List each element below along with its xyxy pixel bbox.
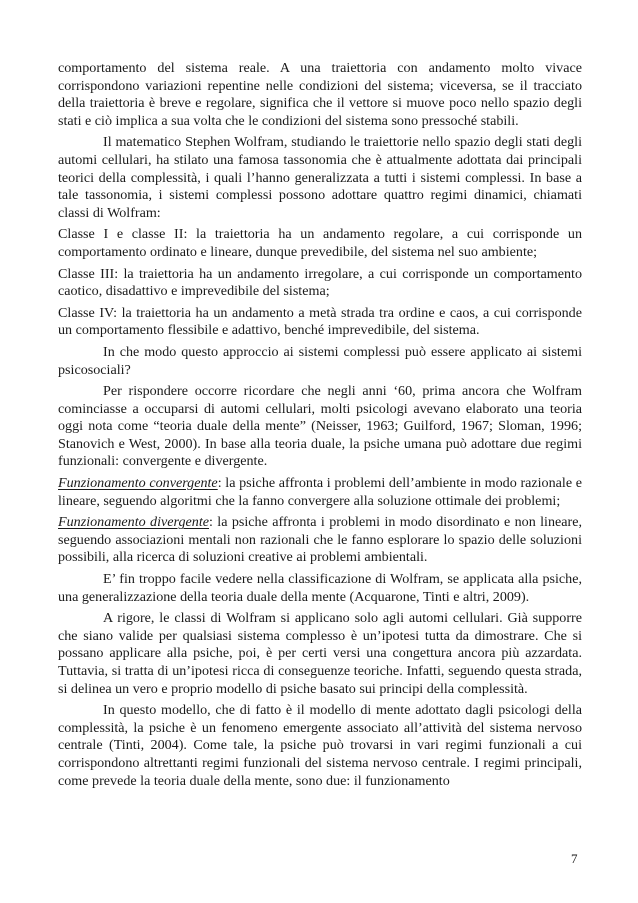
paragraph-class-1-2: Classe I e classe II: la traiettoria ha un andamento regolare, a cui corrisponde un comportamento ordinato e lineare, dunque prevedibile, del sistema nel suo ambiente; <box>58 226 582 260</box>
paragraph-convergent <box>58 475 582 510</box>
paragraph-generalization: E’ fin troppo facile vedere nella classificazione di Wolfram, se applicata alla psiche, una generalizzazione della teoria duale della mente (Acquarone, Tinti e altri, 2009). <box>58 571 582 605</box>
paragraph-class-3: Classe III: la traiettoria ha un andamento irregolare, a cui corrisponde un comportamento caotico, disadattivo e imprevedibile del sistema; <box>58 265 582 300</box>
paragraph-hypothesis: A rigore, le classi di Wolfram si applicano solo agli automi cellulari. Già supporre che siano valide per qualsiasi sistema complesso è un’ipotesi tutta da dimostrare. Che si possano applicare alla psiche, poi, è per certi versi una congettura ancora più azzardata. Tuttavia, si tratta di un’ipotesi ricca di conseguenze teoriche. Infatti, seguendo questa strada, si delinea un vero e proprio modello di psiche basato sui principi della complessità. <box>58 610 582 697</box>
paragraph-wolfram-taxonomy: Il matematico Stephen Wolfram, studiando le traiettorie nello spazio degli stati degli automi cellulari, ha stilato una famosa tassonomia che è attualmente adottata dai principali teorici della complessità, i quali l’hanno generalizzata a tutti i sistemi complessi. In base a tale tassonomia, i sistemi complessi possono adottare quattro regimi dinamici, chiamati classi di Wolfram: <box>58 134 582 221</box>
term-divergent: Funzionamento divergente <box>58 514 210 531</box>
definition-convergent: : la psiche affronta i problemi dell’ambiente in modo razionale e lineare, seguendo algoritmi che la fanno convergere alla soluzione ottimale dei problemi; <box>58 475 582 509</box>
paragraph-divergent <box>58 514 582 567</box>
paragraph-class-4: Classe IV: la traiettoria ha un andamento a metà strada tra ordine e caos, a cui corrisponde un comportamento flessibile e adattivo, benché imprevedibile, del sistema. <box>58 304 582 339</box>
paragraph-dual-theory: Per rispondere occorre ricordare che negli anni ‘60, prima ancora che Wolfram cominciasse a occuparsi di automi cellulari, molti psicologi avevano elaborato una teoria oggi nota come “teoria duale della mente” (Neisser, 1963; Guilford, 1967; Sloman, 1996; Stanovich e West, 2000). In base alla teoria duale, la psiche umana può adottare due regimi funzionali: convergente e divergente. <box>58 383 582 470</box>
page-number: 7 <box>571 851 578 866</box>
paragraph-question: In che modo questo approccio ai sistemi complessi può essere applicato ai sistemi psicosociali? <box>58 343 582 378</box>
paragraph-trajectory-behavior: comportamento del sistema reale. A una traiettoria con andamento molto vivace corrispondono variazioni repentine nelle condizioni del sistema; viceversa, se il tracciato della traiettoria è breve e regolare, significa che il vettore si muove poco nello spazio degli stati e ciò implica a sua volta che le condizioni del sistema sono pressoché stabili. <box>58 60 582 129</box>
term-convergent: Funzionamento convergente <box>58 475 218 492</box>
definition-divergent: : la psiche affronta i problemi in modo disordinato e non lineare, seguendo associazioni mentali non razionali che le fanno esplorare lo spazio delle soluzioni possibili, alla ricerca di soluzioni creative ai problemi ambientali. <box>58 514 583 566</box>
document-page <box>58 60 582 794</box>
paragraph-model: In questo modello, che di fatto è il modello di mente adottato dagli psicologi della complessità, la psiche è un fenomeno emergente associato all’attività del sistema nervoso centrale (Tinti, 2004). Come tale, la psiche può trovarsi in vari regimi funzionali a cui corrispondono altrettanti regimi funzionali del sistema nervoso centrale. I regimi principali, come prevede la teoria duale della mente, sono due: il funzionamento <box>58 702 582 789</box>
